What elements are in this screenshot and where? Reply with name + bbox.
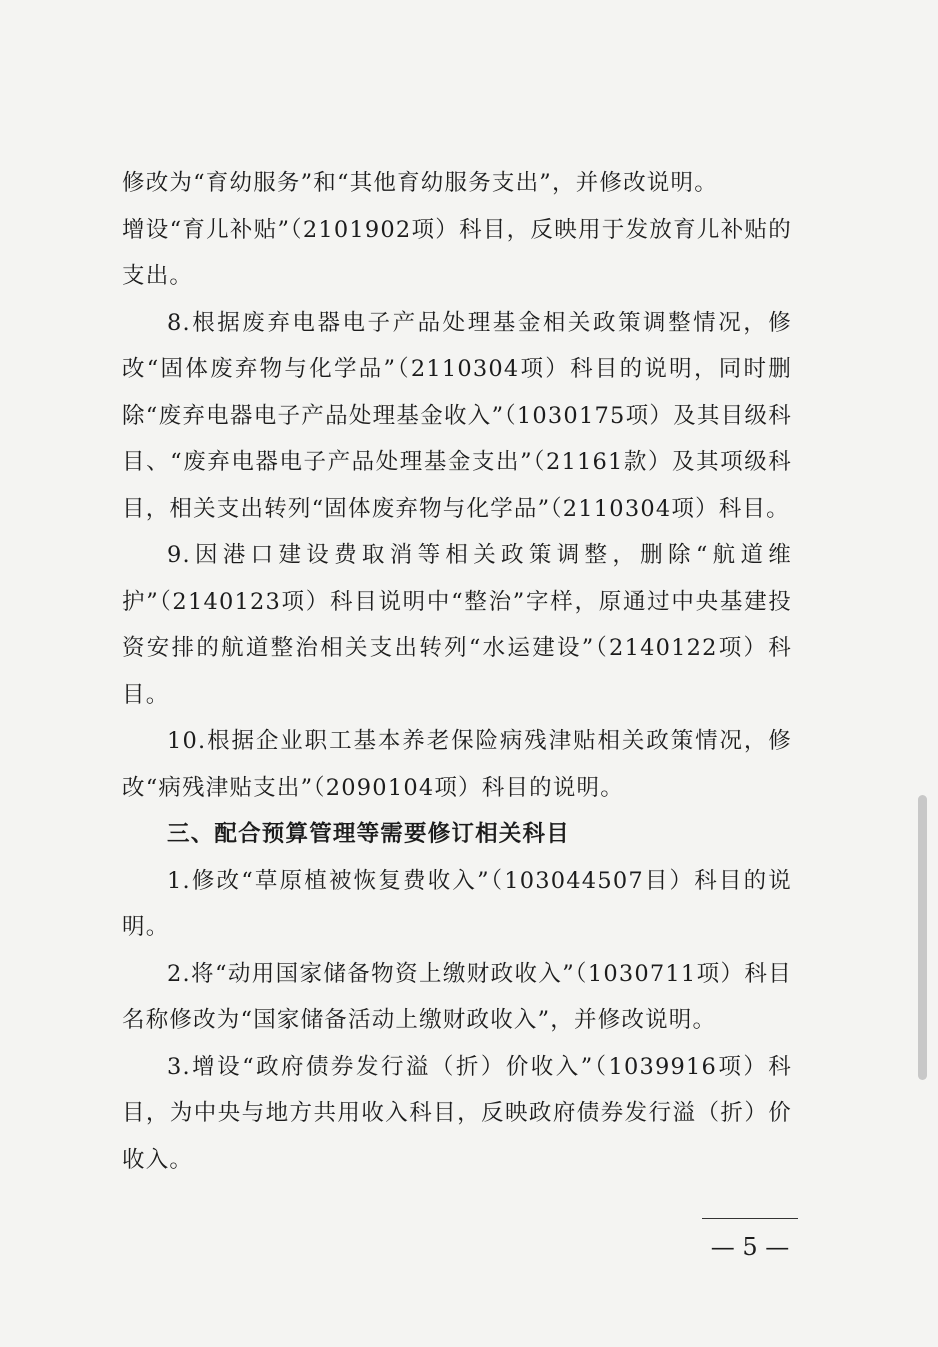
- page-number: — 5 —: [710, 1233, 790, 1261]
- paragraph-item-9: 9.因港口建设费取消等相关政策调整，删除“航道维护”（2140123项）科目说明中“整治”字样，原通过中央基建投资安排的航道整治相关支出转列“水运建设”（2140122项）科目。: [122, 542, 792, 708]
- scrollbar-thumb[interactable]: [918, 795, 927, 1080]
- paragraph-item-10: 10.根据企业职工基本养老保险病残津贴相关政策情况，修改“病残津贴支出”（2090104项）科目的说明。: [122, 728, 792, 801]
- document-body: [122, 160, 792, 1183]
- paragraph-section3-item-3: 3.增设“政府债券发行溢（折）价收入”（1039916项）科目，为中央与地方共用收入科目，反映政府债券发行溢（折）价收入。: [122, 1053, 792, 1173]
- section-heading-3: 三、配合预算管理等需要修订相关科目: [167, 821, 570, 847]
- paragraph-section3-item-2: 2.将“动用国家储备物资上缴财政收入”（1030711项）科目名称修改为“国家储备活动上缴财政收入”，并修改说明。: [122, 960, 792, 1033]
- paragraph-continuation-2: 增设“育儿补贴”（2101902项）科目，反映用于发放育儿补贴的支出。: [122, 216, 792, 289]
- footer-rule: [702, 1218, 798, 1219]
- paragraph-section3-item-1: 1.修改“草原植被恢复费收入”（103044507目）科目的说明。: [122, 867, 792, 940]
- paragraph-continuation-1: 修改为“育幼服务”和“其他育幼服务支出”，并修改说明。: [122, 170, 718, 196]
- paragraph-item-8: 8.根据废弃电器电子产品处理基金相关政策调整情况，修改“固体废弃物与化学品”（2110304项）科目的说明，同时删除“废弃电器电子产品处理基金收入”（1030175项）及其目级科目、“废弃电器电子产品处理基金支出”（21161款）及其项级科目，相关支出转列“固体废弃物与化学品”（2110304项）科目。: [122, 309, 792, 522]
